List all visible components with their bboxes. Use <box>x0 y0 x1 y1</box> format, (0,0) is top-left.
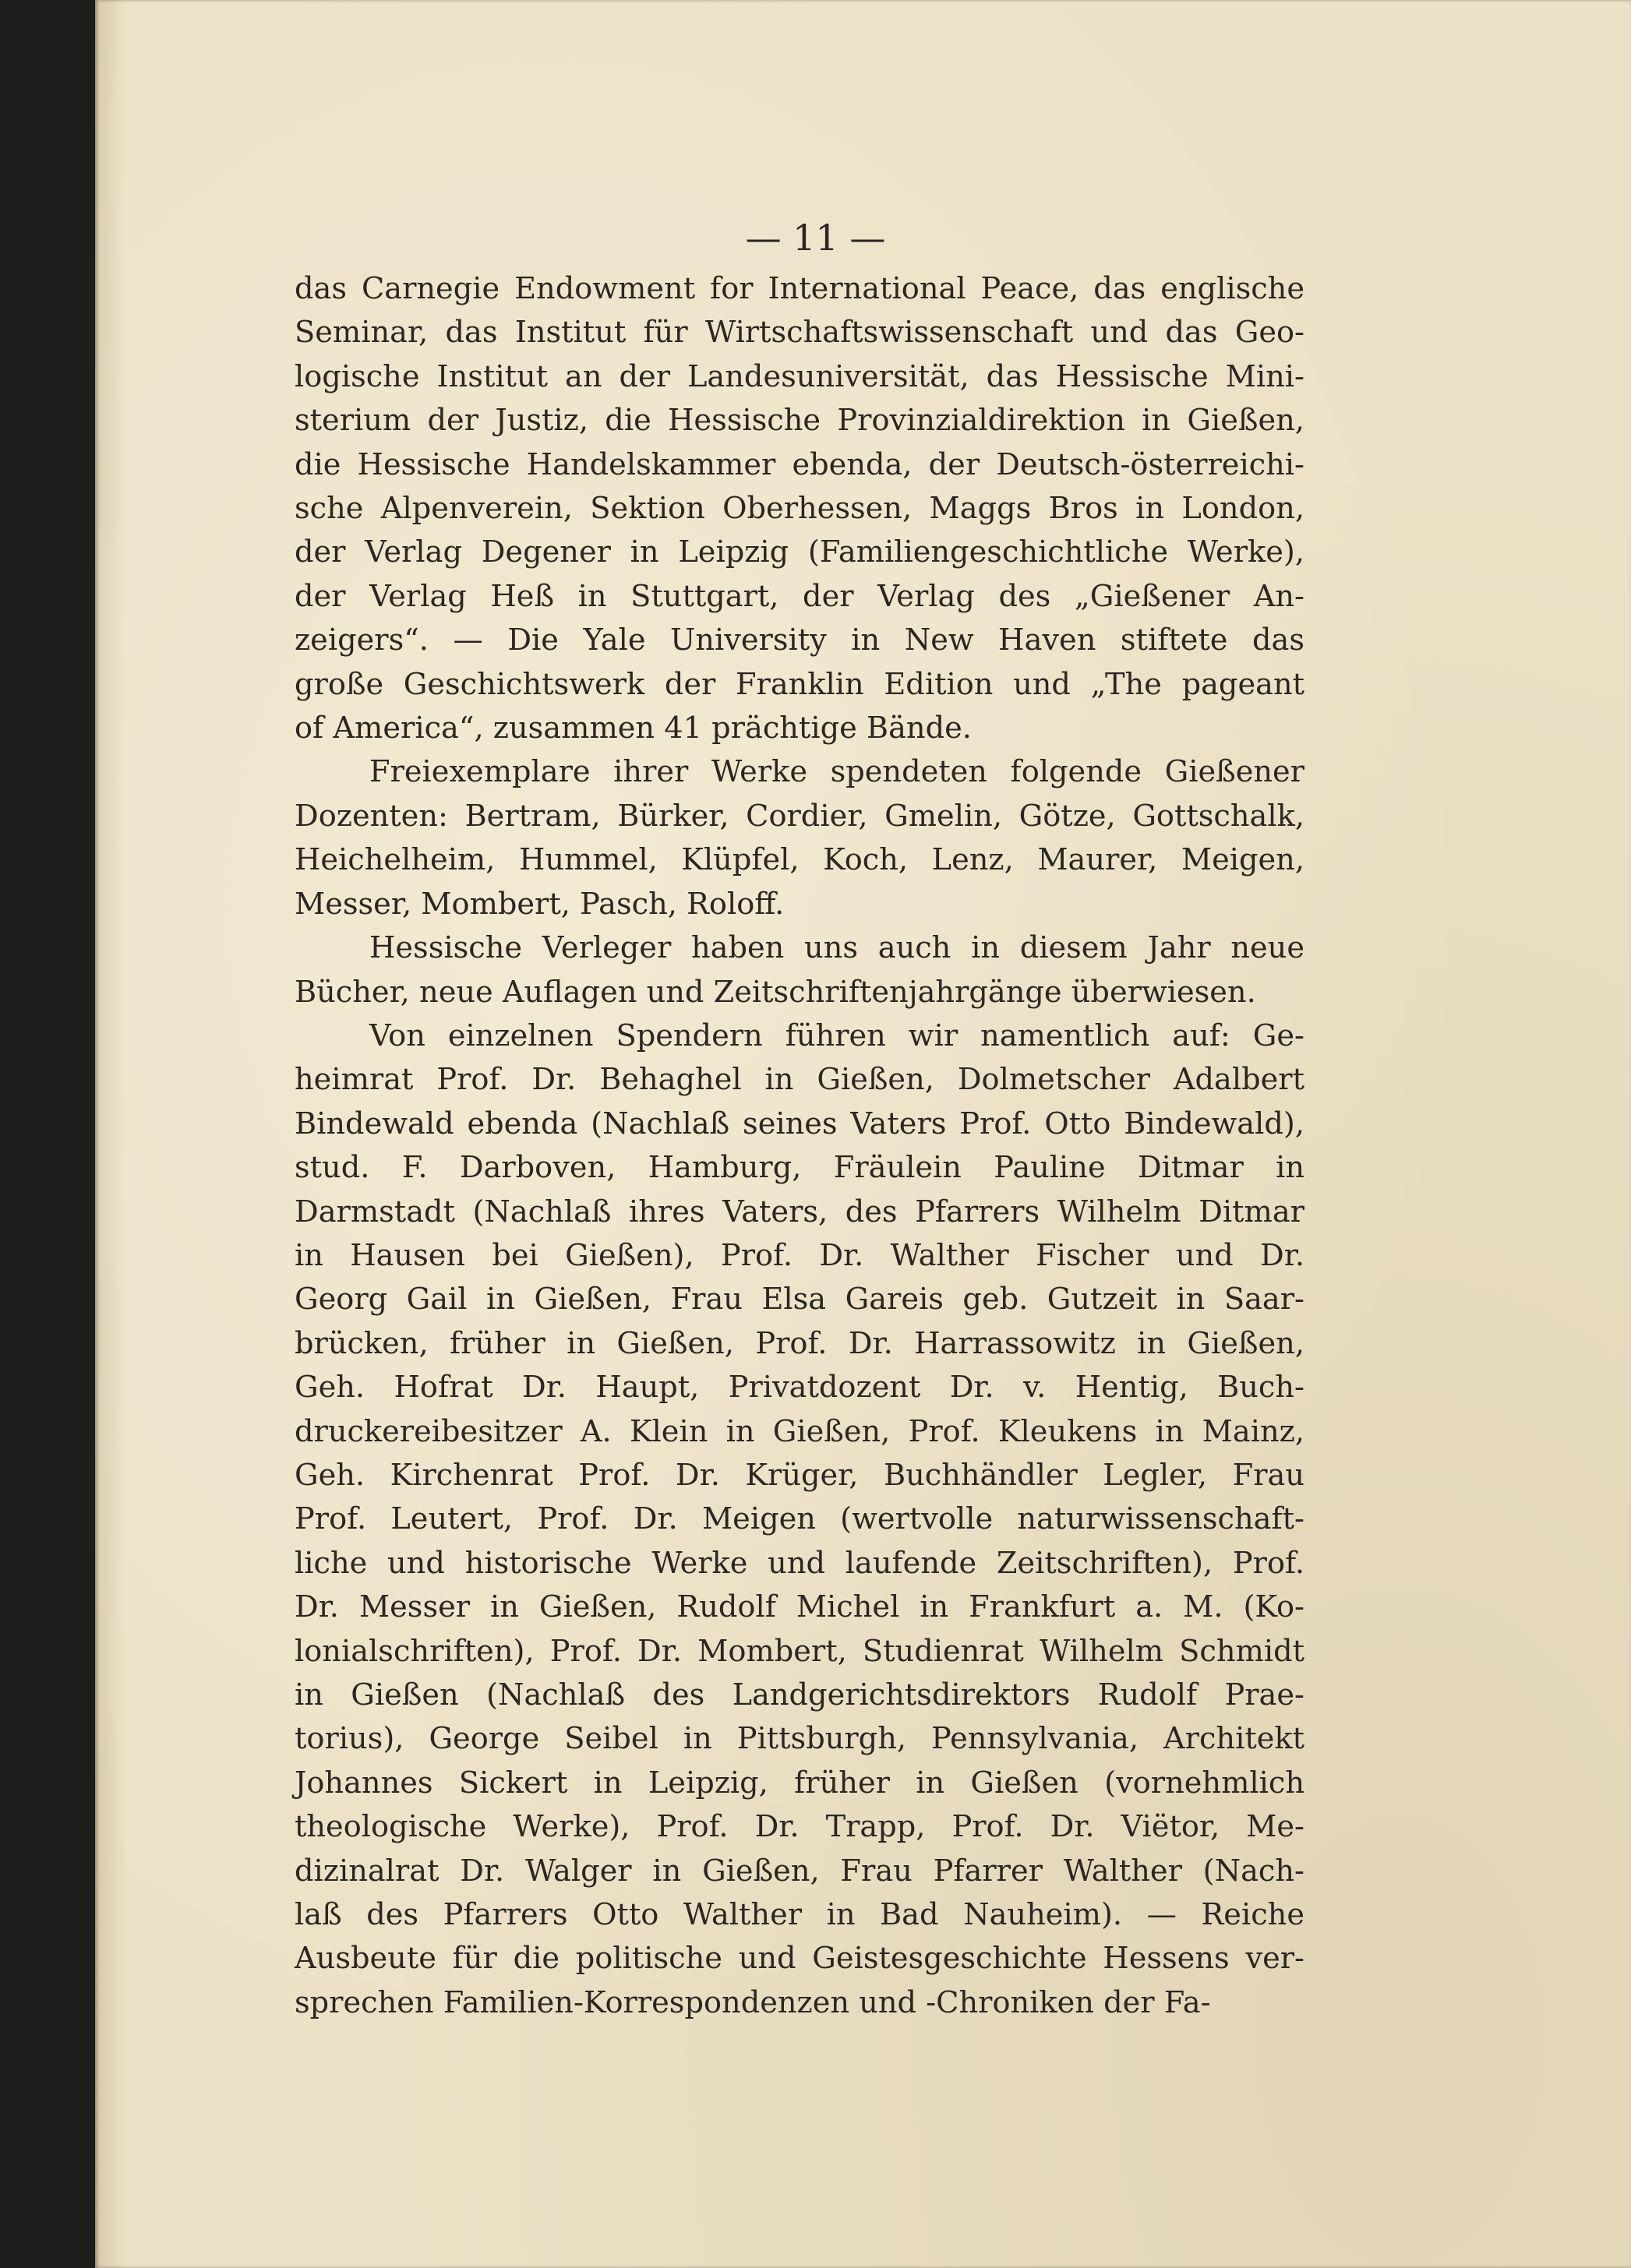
text-line: das Carnegie Endowment for International Peace, das englische <box>295 271 1304 306</box>
text-line: große Geschichtswerk der Franklin Edition und „The pageant <box>295 666 1304 702</box>
page-number: — 11 — <box>745 217 886 259</box>
text-line: Heichelheim, Hummel, Klüpfel, Koch, Lenz, Maurer, Meigen, <box>295 842 1304 878</box>
text-line: der Verlag Heß in Stuttgart, der Verlag des „Gießener An- <box>295 578 1304 614</box>
text-line: druckereibesitzer A. Klein in Gießen, Prof. Kleukens in Mainz, <box>295 1413 1304 1449</box>
text-line: Johannes Sickert in Leipzig, früher in Gießen (vornehmlich <box>295 1765 1304 1801</box>
text-line: of America“, zusammen 41 prächtige Bände. <box>295 711 972 746</box>
text-line: Seminar, das Institut für Wirtschaftswissenschaft und das Geo- <box>295 315 1304 351</box>
text-line: Geh. Hofrat Dr. Haupt, Privatdozent Dr. v. Hentig, Buch- <box>295 1370 1304 1406</box>
text-line: zeigers“. — Die Yale University in New Haven stiftete das <box>295 623 1304 658</box>
text-line: heimrat Prof. Dr. Behaghel in Gießen, Dolmetscher Adalbert <box>295 1062 1304 1098</box>
text-line: der Verlag Degener in Leipzig (Familiengeschichtliche Werke), <box>295 534 1304 570</box>
text-line: die Hessische Handelskammer ebenda, der Deutsch-österreichi- <box>295 446 1304 482</box>
text-line: stud. F. Darboven, Hamburg, Fräulein Pauline Ditmar in <box>295 1150 1304 1186</box>
paragraph <box>295 267 1304 750</box>
text-line: Ausbeute für die politische und Geistesgeschichte Hessens ver- <box>295 1941 1304 1977</box>
text-line: in Hausen bei Gießen), Prof. Dr. Walther Fischer und Dr. <box>295 1237 1304 1273</box>
text-line: logische Institut an der Landesuniversität, das Hessische Mini- <box>295 358 1304 394</box>
text-line: brücken, früher in Gießen, Prof. Dr. Harrassowitz in Gießen, <box>295 1325 1304 1361</box>
text-line: laß des Pfarrers Otto Walther in Bad Nauheim). — Reiche <box>295 1897 1304 1933</box>
text-line: Dr. Messer in Gießen, Rudolf Michel in Frankfurt a. M. (Ko- <box>295 1589 1304 1625</box>
text-line: dizinalrat Dr. Walger in Gießen, Frau Pfarrer Walther (Nach- <box>295 1853 1304 1889</box>
text-line: Geh. Kirchenrat Prof. Dr. Krüger, Buchhändler Legler, Frau <box>295 1457 1304 1493</box>
text-line: in Gießen (Nachlaß des Landgerichtsdirektors Rudolf Prae- <box>295 1677 1304 1712</box>
text-line: torius), George Seibel in Pittsburgh, Pennsylvania, Architekt <box>295 1721 1304 1757</box>
text-line: sprechen Familien-Korrespondenzen und -Chroniken der Fa- <box>295 1984 1211 2020</box>
text-line: Prof. Leutert, Prof. Dr. Meigen (wertvolle naturwissenschaft- <box>295 1501 1304 1537</box>
body-text <box>295 267 1304 2025</box>
text-line: Dozenten: Bertram, Bürker, Cordier, Gmelin, Götze, Gottschalk, <box>295 798 1304 834</box>
paragraph <box>295 750 1304 926</box>
text-line: Messer, Mombert, Pasch, Roloff. <box>295 886 785 922</box>
text-line: Bindewald ebenda (Nachlaß seines Vaters Prof. Otto Bindewald), <box>295 1106 1304 1141</box>
text-line: Darmstadt (Nachlaß ihres Vaters, des Pfarrers Wilhelm Ditmar <box>295 1194 1304 1229</box>
text-line: theologische Werke), Prof. Dr. Trapp, Prof. Dr. Viëtor, Me- <box>295 1809 1304 1845</box>
text-line: Freiexemplare ihrer Werke spendeten folgende Gießener <box>369 754 1304 790</box>
paragraph <box>295 1014 1304 2025</box>
text-line: Hessische Verleger haben uns auch in diesem Jahr neue <box>369 930 1304 966</box>
text-line: sterium der Justiz, die Hessische Provinzialdirektion in Gießen, <box>295 403 1304 439</box>
paragraph <box>295 926 1304 1014</box>
text-line: sche Alpenverein, Sektion Oberhessen, Maggs Bros in London, <box>295 491 1304 527</box>
text-line: liche und historische Werke und laufende Zeitschriften), Prof. <box>295 1545 1304 1581</box>
text-line: Georg Gail in Gießen, Frau Elsa Gareis geb. Gutzeit in Saar- <box>295 1282 1304 1317</box>
text-line: Bücher, neue Auflagen und Zeitschriftenjahrgänge überwiesen. <box>295 974 1256 1010</box>
text-line: lonialschriften), Prof. Dr. Mombert, Studienrat Wilhelm Schmidt <box>295 1633 1304 1669</box>
text-line: Von einzelnen Spendern führen wir namentlich auf: Ge- <box>369 1018 1304 1053</box>
